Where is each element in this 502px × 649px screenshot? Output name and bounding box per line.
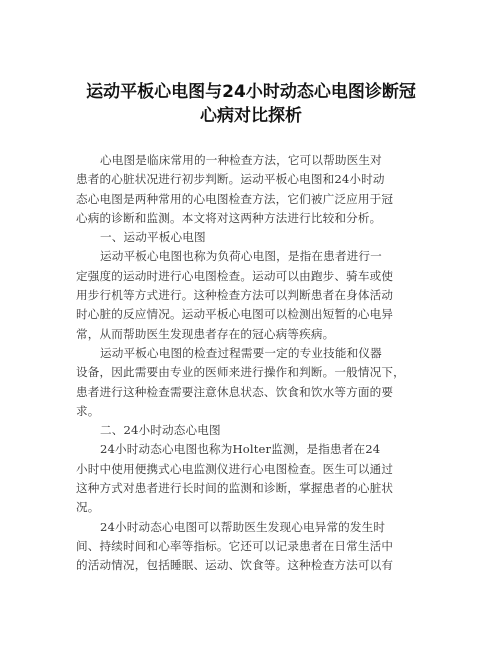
body-text-line: 时心脏的反应情况。运动平板心电图可以检测出短暂的心电异 bbox=[76, 307, 394, 322]
body-text-line: 心病的诊断和监测。本文将对这两种方法进行比较和分析。 bbox=[76, 210, 382, 225]
body-text-line: 运动平板心电图也称为负荷心电图，是指在患者进行一 bbox=[100, 249, 382, 264]
body-text-line: 间、持续时间和心率等指标。它还可以记录患者在日常生活中 bbox=[76, 538, 394, 553]
document-title bbox=[60, 80, 442, 128]
body-text-line: 的活动情况，包括睡眠、运动、饮食等。这种检查方法可以有 bbox=[76, 558, 394, 573]
body-text-line: 24小时动态心电图也称为Holter监测，是指患者在24 bbox=[100, 442, 381, 457]
body-text-line: 小时中使用便携式心电监测仪进行心电图检查。医生可以通过 bbox=[76, 461, 394, 476]
body-text-line: 定强度的运动时进行心电图检查。运动可以由跑步、骑车或使 bbox=[76, 268, 394, 283]
body-text-line: 心电图是临床常用的一种检查方法，它可以帮助医生对 bbox=[100, 153, 382, 167]
body-text-line: 用步行机等方式进行。这种检查方法可以判断患者在身体活动 bbox=[76, 288, 394, 303]
body-text-line: 患者进行这种检查需要注意休息状态、饮食和饮水等方面的要 bbox=[76, 384, 394, 399]
body-text-line: 患者的心脏状况进行初步判断。运动平板心电图和24小时动 bbox=[76, 172, 385, 187]
body-text-line: 设备，因此需要由专业的医师来进行操作和判断。一般情况下， bbox=[76, 365, 405, 380]
body-text-line: 二、24小时动态心电图 bbox=[100, 423, 221, 438]
body-text-line: 态心电图是两种常用的心电图检查方法，它们被广泛应用于冠 bbox=[76, 191, 394, 206]
body-text-line: 一、运动平板心电图 bbox=[100, 230, 206, 245]
body-text-line: 运动平板心电图的检查过程需要一定的专业技能和仪器 bbox=[100, 345, 382, 360]
title-line: 心病对比探析 bbox=[200, 106, 302, 126]
title-line: 运动平板心电图与24小时动态心电图诊断冠 bbox=[86, 82, 416, 102]
body-text-line: 常，从而帮助医生发现患者存在的冠心病等疾病。 bbox=[76, 326, 335, 341]
body-text-line: 这种方式对患者进行长时间的监测和诊断，掌握患者的心脏状 bbox=[76, 481, 394, 496]
body-text-line: 况。 bbox=[76, 500, 100, 515]
document-body bbox=[76, 151, 434, 576]
body-text-line: 24小时动态心电图可以帮助医生发现心电异常的发生时 bbox=[100, 519, 386, 534]
body-text-line: 求。 bbox=[76, 403, 100, 418]
